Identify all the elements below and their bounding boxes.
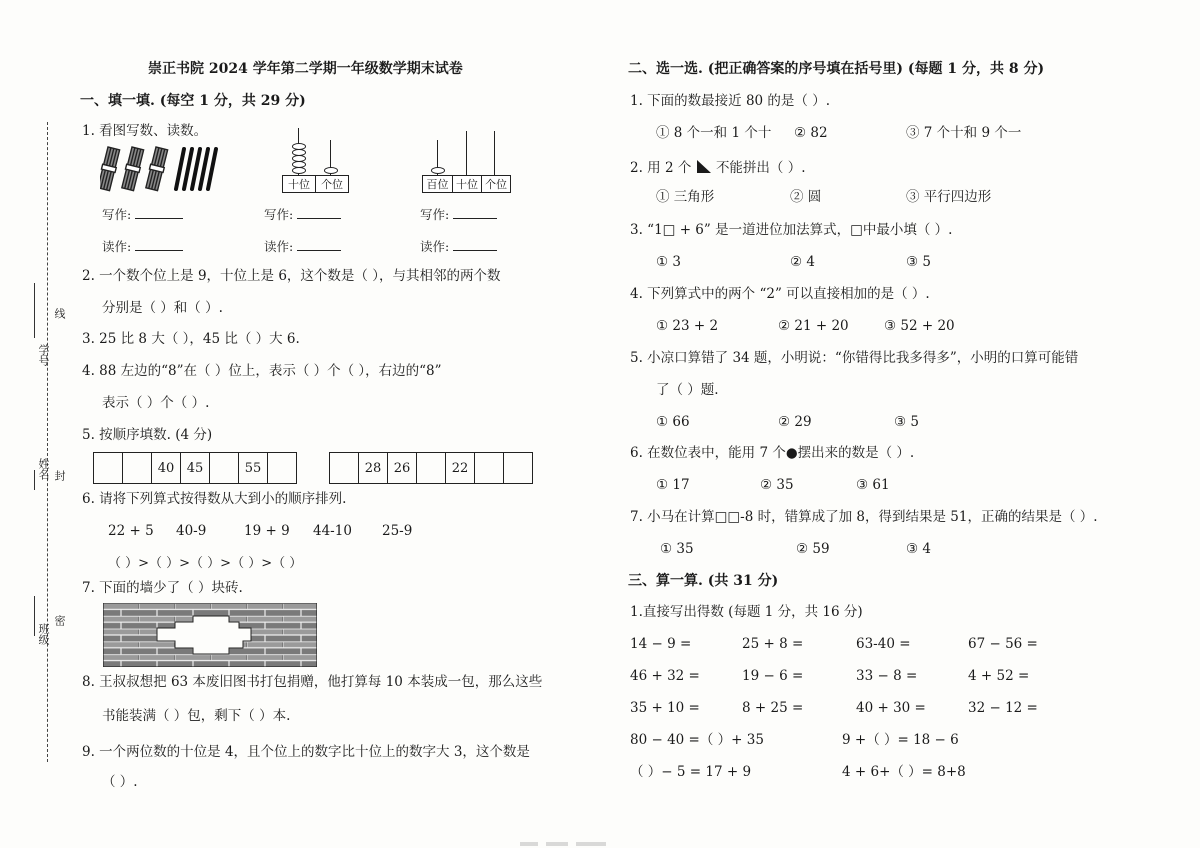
calc-item: 14 − 9 =	[630, 636, 692, 652]
calc-item: 33 − 8 =	[856, 668, 918, 684]
answer-blank[interactable]	[453, 206, 497, 219]
answer-blank[interactable]	[135, 238, 183, 251]
q4-line2: 表示（ ）个（ ）.	[102, 395, 210, 411]
calc-item: 67 − 56 =	[968, 636, 1038, 652]
option[interactable]: ③ 52 + 20	[884, 318, 955, 334]
calc-item: 25 + 8 =	[742, 636, 804, 652]
name-rule	[34, 470, 35, 490]
s2-q5-line1: 5. 小凉口算错了 34 题，小明说：“你错得比我多得多”，小明的口算可能错	[630, 350, 1079, 366]
abacus-rod-tens	[466, 131, 467, 176]
bead	[431, 167, 445, 174]
seq-cell[interactable]	[94, 453, 123, 484]
option[interactable]: ① 8 个一和 1 个十	[656, 125, 772, 141]
option[interactable]: ③ 61	[856, 477, 890, 493]
option[interactable]: ② 4	[790, 254, 815, 270]
student-id-label: 学号	[37, 344, 50, 366]
equation-item[interactable]: （ ）− 5 = 17 + 9	[630, 764, 752, 780]
answer-blank[interactable]	[453, 238, 497, 251]
option[interactable]: ③ 5	[906, 254, 931, 270]
read-label: 读作:	[264, 239, 294, 254]
student-id-rule	[34, 283, 35, 338]
class-rule	[34, 596, 35, 636]
seq-cell: 45	[181, 453, 210, 484]
q8-line1: 8. 王叔叔想把 63 本废旧图书打包捐赠，他打算每 10 本装成一包，那么这些	[82, 674, 543, 690]
abacus-2-label-box	[282, 175, 349, 193]
name-label: 姓名	[37, 458, 50, 480]
equation-item[interactable]: 80 − 40 =（ ）+ 35	[630, 732, 764, 748]
line-mark: 线	[53, 308, 66, 319]
calc-item: 8 + 25 =	[742, 700, 804, 716]
write-label: 写作:	[264, 207, 294, 222]
equation-item[interactable]: 9 +（ ）= 18 − 6	[842, 732, 959, 748]
option[interactable]: ③ 7 个十和 9 个一	[906, 125, 1022, 141]
class-label: 班级	[37, 623, 50, 645]
equation-item[interactable]: 4 + 6+（ ）= 8+8	[842, 764, 966, 780]
option[interactable]: ① 66	[656, 414, 690, 430]
brick-wall-image	[103, 603, 317, 667]
s3-subheading: 1.直接写出得数 (每题 1 分，共 16 分)	[630, 604, 863, 620]
option[interactable]: ② 59	[796, 541, 830, 557]
counting-sticks-image	[100, 145, 218, 193]
seq-cell: 40	[152, 453, 181, 484]
answer-blank[interactable]	[135, 206, 183, 219]
abacus-label-hundreds: 百位	[423, 176, 453, 192]
option[interactable]: ③ 4	[906, 541, 931, 557]
option[interactable]: ② 35	[760, 477, 794, 493]
right-triangle-icon	[696, 159, 712, 174]
q6-text: 6. 请将下列算式按得数从大到小的顺序排列.	[82, 491, 347, 507]
read-label: 读作:	[420, 239, 450, 254]
abacus-3-label-box	[422, 175, 511, 193]
secret-mark: 密	[53, 615, 66, 626]
q5-text: 5. 按顺序填数. (4 分)	[82, 427, 213, 443]
seq-cell: 55	[239, 453, 268, 484]
option[interactable]: ① 35	[660, 541, 694, 557]
q1-text: 1. 看图写数、读数。	[82, 123, 208, 139]
option[interactable]: ① 三角形	[656, 189, 715, 205]
abacus-label-ones: 个位	[485, 178, 507, 191]
bead	[292, 167, 306, 174]
q6-expr: 25-9	[382, 523, 413, 539]
q3-text: 3. 25 比 8 大（ ），45 比（ ）大 6.	[82, 331, 300, 347]
option[interactable]: ② 29	[778, 414, 812, 430]
bead	[324, 167, 338, 174]
option[interactable]: ① 23 + 2	[656, 318, 719, 334]
q6-order-blanks[interactable]: （ ）>（ ）>（ ）>（ ）>（ ）	[108, 556, 303, 571]
s2-q5-line2: 了（ ）题.	[656, 382, 719, 398]
option[interactable]: ③ 平行四边形	[906, 189, 992, 205]
q6-expr: 19 + 9	[244, 523, 290, 539]
section2-heading: 二、选一选. (把正确答案的序号填在括号里) (每题 1 分，共 8 分)	[628, 61, 1045, 77]
seq-cell: 26	[388, 453, 417, 484]
s2-q2-suffix: 不能拼出（ ）.	[715, 160, 806, 176]
s2-q7-text: 7. 小马在计算□□-8 时，错算成了加 8，得到结果是 51，正确的结果是（ ）.	[630, 509, 1098, 525]
calc-item: 19 − 6 =	[742, 668, 804, 684]
calc-item: 4 + 52 =	[968, 668, 1030, 684]
option[interactable]: ② 21 + 20	[778, 318, 849, 334]
calc-item: 46 + 32 =	[630, 668, 700, 684]
calc-item: 35 + 10 =	[630, 700, 700, 716]
answer-blank[interactable]	[297, 206, 341, 219]
q4-line1: 4. 88 左边的“8”在（ ）位上，表示（ ）个（ ），右边的“8”	[82, 363, 442, 379]
write-label: 写作:	[420, 207, 450, 222]
calc-item: 32 − 12 =	[968, 700, 1038, 716]
scan-artifact	[520, 840, 610, 848]
q9-line1: 9. 一个两位数的十位是 4，且个位上的数字比十位上的数字大 3，这个数是	[82, 744, 530, 760]
s2-q4-text: 4. 下列算式中的两个 “2” 可以直接相加的是（ ）.	[630, 286, 930, 302]
seq-cell[interactable]	[123, 453, 152, 484]
abacus-label-tens: 十位	[453, 176, 482, 192]
q9-line2: （ ）.	[102, 774, 138, 790]
seq-cell: 22	[446, 453, 475, 484]
read-label: 读作:	[102, 239, 132, 254]
section3-heading: 三、算一算. (共 31 分)	[628, 573, 779, 589]
s2-q2-prefix: 2. 用 2 个	[630, 160, 692, 176]
s2-q6-text: 6. 在数位表中，能用 7 个●摆出来的数是（ ）.	[630, 445, 915, 461]
calc-item: 40 + 30 =	[856, 700, 926, 716]
q2-line1: 2. 一个数个位上是 9，十位上是 6，这个数是（ ），与其相邻的两个数	[82, 268, 501, 284]
q6-expr: 40-9	[176, 523, 207, 539]
seq-cell[interactable]	[210, 453, 239, 484]
option[interactable]: ① 17	[656, 477, 690, 493]
seq-cell: 28	[359, 453, 388, 484]
sequence-table-1	[93, 452, 297, 484]
option[interactable]: ① 3	[656, 254, 681, 270]
seq-cell[interactable]	[330, 453, 359, 484]
page-title: 崇正书院 2024 学年第二学期一年级数学期末试卷	[148, 61, 463, 77]
abacus-rod-ones	[494, 131, 495, 176]
q2-line2: 分别是（ ）和（ ）.	[102, 300, 223, 316]
abacus-label-ones: 个位	[321, 178, 343, 191]
s2-q1-text: 1. 下面的数最接近 80 的是（ ）.	[630, 93, 831, 109]
q6-expr: 44-10	[313, 523, 352, 539]
s2-q3-text: 3. “1□ + 6” 是一道进位加法算式，□中最小填（ ）.	[630, 222, 953, 238]
q8-line2: 书能装满（ ）包，剩下（ ）本.	[102, 708, 291, 724]
abacus-label-tens: 十位	[283, 176, 316, 192]
section1-heading: 一、填一填. (每空 1 分，共 29 分)	[80, 93, 306, 109]
q7-text: 7. 下面的墙少了（ ）块砖.	[82, 580, 243, 596]
q6-expr: 22 + 5	[108, 523, 154, 539]
seal-mark: 封	[53, 470, 66, 481]
option[interactable]: ② 82	[794, 125, 828, 141]
option[interactable]: ② 圆	[790, 189, 822, 205]
seq-cell[interactable]	[417, 453, 446, 484]
sequence-table-2	[329, 452, 533, 484]
write-label: 写作:	[102, 207, 132, 222]
answer-blank[interactable]	[297, 238, 341, 251]
option[interactable]: ③ 5	[894, 414, 919, 430]
seq-cell[interactable]	[268, 453, 297, 484]
seq-cell[interactable]	[504, 453, 533, 484]
binding-line	[47, 122, 48, 762]
calc-item: 63-40 =	[856, 636, 911, 652]
seq-cell[interactable]	[475, 453, 504, 484]
